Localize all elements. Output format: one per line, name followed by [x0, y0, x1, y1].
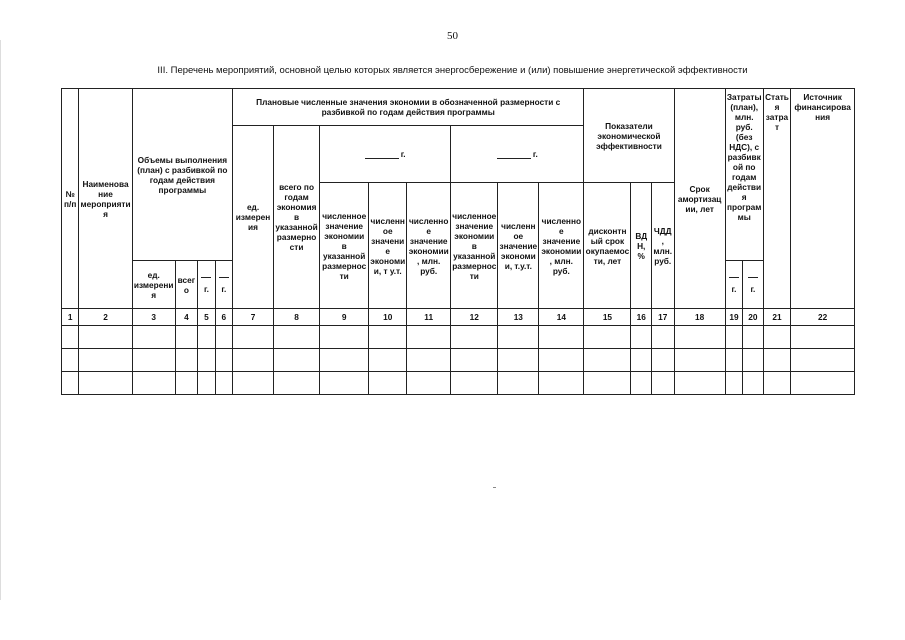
header-year-2: г. [451, 126, 584, 183]
column-number: 8 [274, 309, 320, 326]
header-amortization: Срок амортизации, лет [674, 89, 725, 309]
header-costs-year-2: г. [743, 261, 764, 309]
column-number: 2 [79, 309, 132, 326]
header-econ-npv: ЧДД, млн. руб. [651, 183, 674, 309]
column-number: 10 [369, 309, 407, 326]
header-source: Источник финансирования [791, 89, 855, 309]
table-row [62, 349, 855, 372]
header-name: Наименование мероприятия [79, 89, 132, 309]
column-number: 16 [631, 309, 651, 326]
header-savings-tut-2: численное значение экономии, т.у.т. [498, 183, 539, 309]
header-econ-payback: дисконтный срок окупаемости, лет [584, 183, 631, 309]
column-number: 9 [320, 309, 369, 326]
column-number: 13 [498, 309, 539, 326]
header-savings-value-1: численное значение экономии в указанной размерности [320, 183, 369, 309]
page-number: 50 [447, 30, 458, 42]
header-num: № п/п [62, 89, 79, 309]
header-savings-total: всего по годам экономия в указанной размерности [274, 126, 320, 309]
measures-table [61, 88, 855, 395]
header-cost-item: Статья затрат [763, 89, 791, 309]
column-number: 12 [451, 309, 498, 326]
column-number: 21 [763, 309, 791, 326]
column-number: 3 [132, 309, 175, 326]
column-number: 15 [584, 309, 631, 326]
column-number: 19 [725, 309, 742, 326]
header-savings-unit: ед. измерения [233, 126, 274, 309]
table-row [62, 372, 855, 395]
header-savings-tut-1: численное значение экономии, т у.т. [369, 183, 407, 309]
column-number: 6 [215, 309, 232, 326]
column-number: 4 [175, 309, 198, 326]
scan-speck [493, 487, 496, 488]
header-volumes: Объемы выполнения (план) с разбивкой по годам действия программы [132, 89, 232, 261]
header-econ-group: Показатели экономической эффективности [584, 89, 674, 183]
column-number: 5 [198, 309, 215, 326]
header-year-1: г. [320, 126, 451, 183]
column-number: 18 [674, 309, 725, 326]
header-savings-rub-1: численное значение экономии, млн. руб. [407, 183, 451, 309]
column-number: 22 [791, 309, 855, 326]
header-volumes-unit: ед. измерения [132, 261, 175, 309]
column-number-row [62, 309, 855, 326]
header-costs: Затраты (план), млн. руб. (без НДС), с разбивкой по годам действия программы [725, 89, 763, 261]
header-costs-year-1: г. [725, 261, 742, 309]
column-number: 20 [743, 309, 764, 326]
header-econ-irr: ВДН, % [631, 183, 651, 309]
header-savings-rub-2: численное значение экономии, млн. руб. [539, 183, 584, 309]
header-savings-group: Плановые численные значения экономии в обозначенной размерности с разбивкой по годам действия программы [233, 89, 584, 126]
document-title: III. Перечень мероприятий, основной целью которых является энергосбережение и (или) повышение энергетической эффективности [157, 65, 748, 76]
column-number: 17 [651, 309, 674, 326]
scan-edge [0, 40, 1, 600]
column-number: 7 [233, 309, 274, 326]
header-volumes-year-2: г. [215, 261, 232, 309]
header-savings-value-2: численное значение экономии в указанной размерности [451, 183, 498, 309]
header-volumes-year-1: г. [198, 261, 215, 309]
column-number: 14 [539, 309, 584, 326]
header-volumes-total: всего [175, 261, 198, 309]
table-row [62, 326, 855, 349]
column-number: 1 [62, 309, 79, 326]
column-number: 11 [407, 309, 451, 326]
